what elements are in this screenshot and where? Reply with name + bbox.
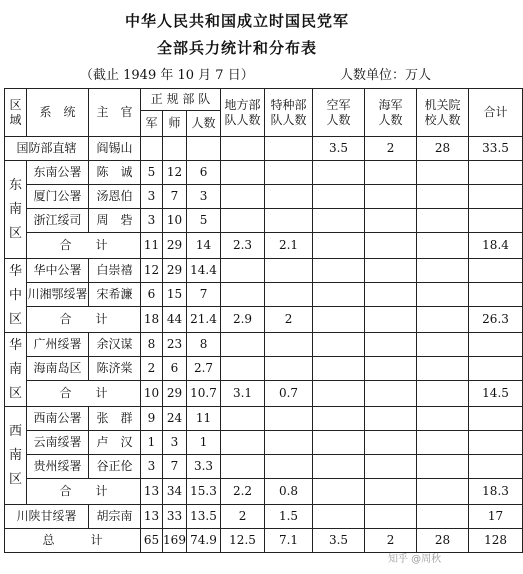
commander-cell: 张 群 [89, 407, 141, 431]
system-cell: 贵州绥署 [27, 455, 89, 479]
grand-total-division: 169 [163, 529, 187, 553]
subtotal-people: 15.3 [187, 479, 221, 505]
navy-cell [365, 455, 417, 479]
division-cell: 29 [163, 259, 187, 283]
table-row [5, 357, 523, 381]
navy-cell [365, 209, 417, 233]
subtotal-local: 2.3 [221, 233, 265, 259]
hq-special [265, 137, 313, 161]
total-cell [469, 407, 523, 431]
header-local: 地方部 队人数 [221, 89, 265, 137]
school-cell [417, 185, 469, 209]
special-cell [265, 259, 313, 283]
people-cell: 3 [187, 185, 221, 209]
special-cell [265, 407, 313, 431]
system-cell: 海南岛区 [27, 357, 89, 381]
subtotal-total: 26.3 [469, 307, 523, 333]
navy-cell [365, 185, 417, 209]
army-cell: 3 [141, 185, 163, 209]
army-cell: 2 [141, 357, 163, 381]
table-row [5, 209, 523, 233]
shaanxi-system: 川陕甘绥署 [5, 505, 89, 529]
local-cell [221, 455, 265, 479]
division-cell: 23 [163, 333, 187, 357]
table-row [5, 407, 523, 431]
local-cell [221, 185, 265, 209]
table-row [5, 333, 523, 357]
table-row [5, 161, 523, 185]
subtotal-label: 合 计 [27, 479, 141, 505]
shaanxi-school [417, 505, 469, 529]
special-cell [265, 333, 313, 357]
people-cell: 11 [187, 407, 221, 431]
people-cell: 8 [187, 333, 221, 357]
airforce-cell [313, 283, 365, 307]
total-cell [469, 209, 523, 233]
shaanxi-total: 17 [469, 505, 523, 529]
commander-cell: 余汉谋 [89, 333, 141, 357]
people-cell: 1 [187, 431, 221, 455]
subtotal-people: 10.7 [187, 381, 221, 407]
total-cell [469, 455, 523, 479]
grand-total-total: 128 [469, 529, 523, 553]
total-cell [469, 185, 523, 209]
people-cell: 7 [187, 283, 221, 307]
region-name: 东 南 区 [5, 161, 27, 259]
grand-total-special: 7.1 [265, 529, 313, 553]
system-cell: 厦门公署 [27, 185, 89, 209]
subtotal-people: 21.4 [187, 307, 221, 333]
school-cell [417, 161, 469, 185]
hq-row [5, 137, 523, 161]
subtotal-special: 2.1 [265, 233, 313, 259]
header-airforce: 空军 人数 [313, 89, 365, 137]
subtotal-local: 3.1 [221, 381, 265, 407]
watermark: 知乎 @周秋 [388, 554, 442, 565]
airforce-cell [313, 431, 365, 455]
navy-cell [365, 431, 417, 455]
shaanxi-row [5, 505, 523, 529]
school-cell [417, 209, 469, 233]
shaanxi-army: 13 [141, 505, 163, 529]
commander-cell: 周 砦 [89, 209, 141, 233]
header-school: 机关院 校人数 [417, 89, 469, 137]
header-special: 特种部 队人数 [265, 89, 313, 137]
school-cell [417, 357, 469, 381]
system-cell: 浙江绥司 [27, 209, 89, 233]
school-cell [417, 407, 469, 431]
army-cell: 8 [141, 333, 163, 357]
subtotal-row [5, 479, 523, 505]
shaanxi-local: 2 [221, 505, 265, 529]
airforce-cell [313, 357, 365, 381]
unit-note: 人数单位：万人 [340, 68, 432, 83]
hq-school: 28 [417, 137, 469, 161]
subtotal-people: 14 [187, 233, 221, 259]
subtotal-row [5, 307, 523, 333]
hq-commander: 阎锡山 [89, 137, 141, 161]
school-cell [417, 455, 469, 479]
subtotal-school [417, 233, 469, 259]
people-cell: 6 [187, 161, 221, 185]
airforce-cell [313, 161, 365, 185]
navy-cell [365, 161, 417, 185]
system-cell: 东南公署 [27, 161, 89, 185]
hq-local [221, 137, 265, 161]
shaanxi-commander: 胡宗南 [89, 505, 141, 529]
table-row [5, 455, 523, 479]
total-cell [469, 357, 523, 381]
division-cell: 15 [163, 283, 187, 307]
army-cell: 3 [141, 455, 163, 479]
navy-cell [365, 357, 417, 381]
local-cell [221, 333, 265, 357]
army-cell: 3 [141, 209, 163, 233]
subtotal-row [5, 233, 523, 259]
subtotal-school [417, 307, 469, 333]
local-cell [221, 161, 265, 185]
system-cell: 云南绥署 [27, 431, 89, 455]
subtotal-division: 44 [163, 307, 187, 333]
local-cell [221, 357, 265, 381]
shaanxi-people: 13.5 [187, 505, 221, 529]
header-navy: 海军 人数 [365, 89, 417, 137]
subtotal-special: 0.7 [265, 381, 313, 407]
commander-cell: 陈 诚 [89, 161, 141, 185]
total-cell [469, 431, 523, 455]
grand-total-people: 74.9 [187, 529, 221, 553]
hq-navy: 2 [365, 137, 417, 161]
header-region: 区 域 [5, 89, 27, 137]
header-total: 合计 [469, 89, 523, 137]
shaanxi-airforce [313, 505, 365, 529]
hq-people [187, 137, 221, 161]
header-commander: 主 官 [89, 89, 141, 137]
header-army: 军 [141, 111, 163, 137]
system-cell: 广州绥署 [27, 333, 89, 357]
region-name: 西 南 区 [5, 407, 27, 505]
strength-table [4, 88, 523, 553]
subtotal-division: 34 [163, 479, 187, 505]
subtotal-division: 29 [163, 233, 187, 259]
army-cell: 6 [141, 283, 163, 307]
subtotal-airforce [313, 381, 365, 407]
local-cell [221, 209, 265, 233]
division-cell: 10 [163, 209, 187, 233]
subtotal-label: 合 计 [27, 307, 141, 333]
people-cell: 3.3 [187, 455, 221, 479]
table-row [5, 185, 523, 209]
special-cell [265, 283, 313, 307]
subtotal-total: 14.5 [469, 381, 523, 407]
grand-total-army: 65 [141, 529, 163, 553]
subtotal-army: 11 [141, 233, 163, 259]
special-cell [265, 357, 313, 381]
hq-total: 33.5 [469, 137, 523, 161]
subtotal-navy [365, 233, 417, 259]
commander-cell: 陈济棠 [89, 357, 141, 381]
local-cell [221, 431, 265, 455]
commander-cell: 汤恩伯 [89, 185, 141, 209]
army-cell: 1 [141, 431, 163, 455]
subtotal-total: 18.4 [469, 233, 523, 259]
grand-total-school: 28 [417, 529, 469, 553]
subtotal-special: 2 [265, 307, 313, 333]
grand-total-local: 12.5 [221, 529, 265, 553]
header-system: 系 统 [27, 89, 89, 137]
grand-total-row [5, 529, 523, 553]
hq-system: 国防部直辖 [5, 137, 89, 161]
airforce-cell [313, 209, 365, 233]
system-cell: 西南公署 [27, 407, 89, 431]
region-name: 华 南 区 [5, 333, 27, 407]
army-cell: 5 [141, 161, 163, 185]
local-cell [221, 407, 265, 431]
table-row [5, 259, 523, 283]
title-line-1: 中华人民共和国成立时国民党军 [124, 12, 349, 30]
airforce-cell [313, 455, 365, 479]
army-cell: 9 [141, 407, 163, 431]
header-regular: 正 规 部 队 [141, 89, 221, 111]
navy-cell [365, 333, 417, 357]
division-cell: 3 [163, 431, 187, 455]
airforce-cell [313, 333, 365, 357]
people-cell: 2.7 [187, 357, 221, 381]
date-note: （截止 1949 年 10 月 7 日） [80, 68, 254, 83]
local-cell [221, 283, 265, 307]
subtotal-navy [365, 381, 417, 407]
total-cell [469, 161, 523, 185]
school-cell [417, 431, 469, 455]
subtotal-total: 18.3 [469, 479, 523, 505]
subtotal-division: 29 [163, 381, 187, 407]
airforce-cell [313, 259, 365, 283]
subtotal-local: 2.9 [221, 307, 265, 333]
people-cell: 14.4 [187, 259, 221, 283]
grand-total-label: 总 计 [5, 529, 141, 553]
special-cell [265, 209, 313, 233]
airforce-cell [313, 407, 365, 431]
system-cell: 华中公署 [27, 259, 89, 283]
school-cell [417, 259, 469, 283]
special-cell [265, 455, 313, 479]
commander-cell: 卢 汉 [89, 431, 141, 455]
subtotal-special: 0.8 [265, 479, 313, 505]
division-cell: 7 [163, 455, 187, 479]
hq-army [141, 137, 163, 161]
division-cell: 24 [163, 407, 187, 431]
commander-cell: 宋希濂 [89, 283, 141, 307]
subtotal-army: 13 [141, 479, 163, 505]
subtotal-airforce [313, 233, 365, 259]
special-cell [265, 185, 313, 209]
total-cell [469, 259, 523, 283]
subtotal-label: 合 计 [27, 381, 141, 407]
army-cell: 12 [141, 259, 163, 283]
hq-division [163, 137, 187, 161]
commander-cell: 白崇禧 [89, 259, 141, 283]
total-cell [469, 333, 523, 357]
header-division: 师 [163, 111, 187, 137]
title-line-2: 全部兵力统计和分布表 [156, 39, 317, 57]
airforce-cell [313, 185, 365, 209]
commander-cell: 谷正伦 [89, 455, 141, 479]
subtotal-airforce [313, 307, 365, 333]
navy-cell [365, 283, 417, 307]
subtotal-army: 18 [141, 307, 163, 333]
table-row [5, 283, 523, 307]
division-cell: 6 [163, 357, 187, 381]
shaanxi-navy [365, 505, 417, 529]
subtotal-navy [365, 307, 417, 333]
school-cell [417, 333, 469, 357]
system-cell: 川湘鄂绥署 [27, 283, 89, 307]
subtotal-label: 合 计 [27, 233, 141, 259]
grand-total-navy: 2 [365, 529, 417, 553]
navy-cell [365, 259, 417, 283]
local-cell [221, 259, 265, 283]
grand-total-airforce: 3.5 [313, 529, 365, 553]
subtotal-local: 2.2 [221, 479, 265, 505]
total-cell [469, 283, 523, 307]
subtotal-school [417, 479, 469, 505]
special-cell [265, 161, 313, 185]
subtotal-navy [365, 479, 417, 505]
subtotal-army: 10 [141, 381, 163, 407]
shaanxi-special: 1.5 [265, 505, 313, 529]
people-cell: 5 [187, 209, 221, 233]
division-cell: 7 [163, 185, 187, 209]
navy-cell [365, 407, 417, 431]
table-row [5, 431, 523, 455]
header-people: 人数 [187, 111, 221, 137]
subtotal-airforce [313, 479, 365, 505]
subtotal-school [417, 381, 469, 407]
division-cell: 12 [163, 161, 187, 185]
subtotal-row [5, 381, 523, 407]
school-cell [417, 283, 469, 307]
region-name: 华 中 区 [5, 259, 27, 333]
hq-airforce: 3.5 [313, 137, 365, 161]
shaanxi-division: 33 [163, 505, 187, 529]
special-cell [265, 431, 313, 455]
